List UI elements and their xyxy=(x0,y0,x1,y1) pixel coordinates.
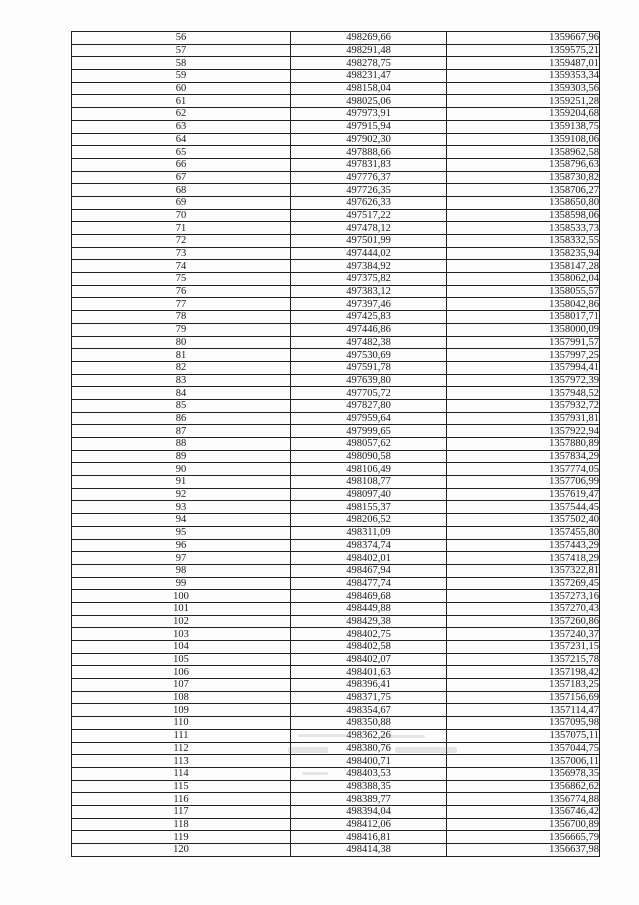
x-coordinate-cell: 498311,09 xyxy=(291,526,447,539)
y-coordinate-cell: 1357183,25 xyxy=(447,679,600,692)
x-coordinate-cell: 498206,52 xyxy=(291,514,447,527)
point-number-cell: 86 xyxy=(72,412,291,425)
point-number-cell: 102 xyxy=(72,615,291,628)
table-row xyxy=(72,120,600,133)
y-coordinate-cell: 1359353,34 xyxy=(447,70,600,83)
table-row xyxy=(72,285,600,298)
point-number-cell: 64 xyxy=(72,133,291,146)
y-coordinate-cell: 1357215,78 xyxy=(447,653,600,666)
scan-artifact xyxy=(380,735,425,738)
table-row xyxy=(72,552,600,565)
point-number-cell: 96 xyxy=(72,539,291,552)
x-coordinate-cell: 497726,35 xyxy=(291,184,447,197)
table-row xyxy=(72,374,600,387)
y-coordinate-cell: 1359487,01 xyxy=(447,57,600,70)
table-row xyxy=(72,755,600,768)
x-coordinate-cell: 498374,74 xyxy=(291,539,447,552)
y-coordinate-cell: 1357880,89 xyxy=(447,438,600,451)
y-coordinate-cell: 1357198,42 xyxy=(447,666,600,679)
x-coordinate-cell: 498278,75 xyxy=(291,57,447,70)
table-row xyxy=(72,805,600,818)
point-number-cell: 104 xyxy=(72,641,291,654)
y-coordinate-cell: 1357972,39 xyxy=(447,374,600,387)
y-coordinate-cell: 1358147,28 xyxy=(447,260,600,273)
point-number-cell: 110 xyxy=(72,717,291,730)
y-coordinate-cell: 1357502,40 xyxy=(447,514,600,527)
point-number-cell: 103 xyxy=(72,628,291,641)
y-coordinate-cell: 1356774,88 xyxy=(447,793,600,806)
table-row xyxy=(72,298,600,311)
point-number-cell: 62 xyxy=(72,108,291,121)
x-coordinate-cell: 497705,72 xyxy=(291,387,447,400)
y-coordinate-cell: 1359108,06 xyxy=(447,133,600,146)
y-coordinate-cell: 1356746,42 xyxy=(447,805,600,818)
x-coordinate-cell: 498400,71 xyxy=(291,755,447,768)
table-row xyxy=(72,209,600,222)
y-coordinate-cell: 1358000,09 xyxy=(447,323,600,336)
x-coordinate-cell: 498429,38 xyxy=(291,615,447,628)
table-row xyxy=(72,628,600,641)
table-row xyxy=(72,95,600,108)
y-coordinate-cell: 1357544,45 xyxy=(447,501,600,514)
point-number-cell: 68 xyxy=(72,184,291,197)
y-coordinate-cell: 1357231,15 xyxy=(447,641,600,654)
table-row xyxy=(72,780,600,793)
y-coordinate-cell: 1357932,72 xyxy=(447,399,600,412)
x-coordinate-cell: 497444,02 xyxy=(291,247,447,260)
y-coordinate-cell: 1357994,41 xyxy=(447,361,600,374)
table-row xyxy=(72,336,600,349)
table-row xyxy=(72,361,600,374)
point-number-cell: 66 xyxy=(72,158,291,171)
x-coordinate-cell: 498350,88 xyxy=(291,717,447,730)
point-number-cell: 99 xyxy=(72,577,291,590)
y-coordinate-cell: 1358598,06 xyxy=(447,209,600,222)
y-coordinate-cell: 1358042,86 xyxy=(447,298,600,311)
table-row xyxy=(72,323,600,336)
y-coordinate-cell: 1358017,71 xyxy=(447,311,600,324)
y-coordinate-cell: 1357273,16 xyxy=(447,590,600,603)
y-coordinate-cell: 1357948,52 xyxy=(447,387,600,400)
x-coordinate-cell: 498401,63 xyxy=(291,666,447,679)
y-coordinate-cell: 1358706,27 xyxy=(447,184,600,197)
point-number-cell: 117 xyxy=(72,805,291,818)
point-number-cell: 67 xyxy=(72,171,291,184)
y-coordinate-cell: 1358235,94 xyxy=(447,247,600,260)
x-coordinate-cell: 498158,04 xyxy=(291,82,447,95)
table-row xyxy=(72,564,600,577)
y-coordinate-cell: 1357114,47 xyxy=(447,704,600,717)
point-number-cell: 73 xyxy=(72,247,291,260)
y-coordinate-cell: 1357834,29 xyxy=(447,450,600,463)
y-coordinate-cell: 1357260,86 xyxy=(447,615,600,628)
x-coordinate-cell: 497827,80 xyxy=(291,399,447,412)
y-coordinate-cell: 1358062,04 xyxy=(447,273,600,286)
table-row xyxy=(72,311,600,324)
point-number-cell: 82 xyxy=(72,361,291,374)
x-coordinate-cell: 498371,75 xyxy=(291,691,447,704)
x-coordinate-cell: 497915,94 xyxy=(291,120,447,133)
point-number-cell: 116 xyxy=(72,793,291,806)
point-number-cell: 89 xyxy=(72,450,291,463)
y-coordinate-cell: 1358730,82 xyxy=(447,171,600,184)
point-number-cell: 61 xyxy=(72,95,291,108)
y-coordinate-cell: 1357443,29 xyxy=(447,539,600,552)
y-coordinate-cell: 1359303,56 xyxy=(447,82,600,95)
table-row xyxy=(72,602,600,615)
table-row xyxy=(72,590,600,603)
table-row xyxy=(72,539,600,552)
table-row xyxy=(72,742,600,755)
x-coordinate-cell: 497959,64 xyxy=(291,412,447,425)
table-row xyxy=(72,412,600,425)
x-coordinate-cell: 497776,37 xyxy=(291,171,447,184)
x-coordinate-cell: 497446,86 xyxy=(291,323,447,336)
x-coordinate-cell: 498380,76 xyxy=(291,742,447,755)
x-coordinate-cell: 498396,41 xyxy=(291,679,447,692)
point-number-cell: 56 xyxy=(72,32,291,45)
point-number-cell: 85 xyxy=(72,399,291,412)
point-number-cell: 93 xyxy=(72,501,291,514)
x-coordinate-cell: 498291,48 xyxy=(291,44,447,57)
x-coordinate-cell: 498057,62 xyxy=(291,438,447,451)
x-coordinate-cell: 498025,06 xyxy=(291,95,447,108)
point-number-cell: 115 xyxy=(72,780,291,793)
y-coordinate-cell: 1356700,89 xyxy=(447,818,600,831)
point-number-cell: 91 xyxy=(72,476,291,489)
table-row xyxy=(72,767,600,780)
y-coordinate-cell: 1357156,69 xyxy=(447,691,600,704)
x-coordinate-cell: 497530,69 xyxy=(291,349,447,362)
x-coordinate-cell: 498388,35 xyxy=(291,780,447,793)
x-coordinate-cell: 497639,80 xyxy=(291,374,447,387)
point-number-cell: 65 xyxy=(72,146,291,159)
point-number-cell: 119 xyxy=(72,831,291,844)
point-number-cell: 107 xyxy=(72,679,291,692)
point-number-cell: 78 xyxy=(72,311,291,324)
x-coordinate-cell: 498467,94 xyxy=(291,564,447,577)
scan-artifact xyxy=(298,734,346,737)
y-coordinate-cell: 1357269,45 xyxy=(447,577,600,590)
x-coordinate-cell: 497973,91 xyxy=(291,108,447,121)
table-row xyxy=(72,463,600,476)
x-coordinate-cell: 498106,49 xyxy=(291,463,447,476)
point-number-cell: 113 xyxy=(72,755,291,768)
table-row xyxy=(72,526,600,539)
table-row xyxy=(72,818,600,831)
y-coordinate-cell: 1358796,63 xyxy=(447,158,600,171)
y-coordinate-cell: 1356978,35 xyxy=(447,767,600,780)
table-row xyxy=(72,133,600,146)
x-coordinate-cell: 498269,66 xyxy=(291,32,447,45)
y-coordinate-cell: 1357075,11 xyxy=(447,729,600,742)
y-coordinate-cell: 1356665,79 xyxy=(447,831,600,844)
y-coordinate-cell: 1357270,43 xyxy=(447,602,600,615)
x-coordinate-cell: 497888,66 xyxy=(291,146,447,159)
point-number-cell: 58 xyxy=(72,57,291,70)
y-coordinate-cell: 1359575,21 xyxy=(447,44,600,57)
coordinates-table-body xyxy=(72,32,600,857)
table-row xyxy=(72,514,600,527)
table-row xyxy=(72,577,600,590)
x-coordinate-cell: 498155,37 xyxy=(291,501,447,514)
point-number-cell: 100 xyxy=(72,590,291,603)
point-number-cell: 109 xyxy=(72,704,291,717)
y-coordinate-cell: 1358332,55 xyxy=(447,235,600,248)
x-coordinate-cell: 498394,04 xyxy=(291,805,447,818)
table-row xyxy=(72,32,600,45)
y-coordinate-cell: 1357095,98 xyxy=(447,717,600,730)
y-coordinate-cell: 1356862,62 xyxy=(447,780,600,793)
table-row xyxy=(72,108,600,121)
table-row xyxy=(72,387,600,400)
table-row xyxy=(72,158,600,171)
point-number-cell: 63 xyxy=(72,120,291,133)
table-row xyxy=(72,146,600,159)
x-coordinate-cell: 497397,46 xyxy=(291,298,447,311)
x-coordinate-cell: 498414,38 xyxy=(291,844,447,857)
point-number-cell: 87 xyxy=(72,425,291,438)
table-row xyxy=(72,450,600,463)
point-number-cell: 101 xyxy=(72,602,291,615)
point-number-cell: 76 xyxy=(72,285,291,298)
point-number-cell: 60 xyxy=(72,82,291,95)
table-row xyxy=(72,653,600,666)
y-coordinate-cell: 1357774,05 xyxy=(447,463,600,476)
table-row xyxy=(72,273,600,286)
point-number-cell: 98 xyxy=(72,564,291,577)
table-row xyxy=(72,260,600,273)
point-number-cell: 59 xyxy=(72,70,291,83)
x-coordinate-cell: 498097,40 xyxy=(291,488,447,501)
x-coordinate-cell: 497501,99 xyxy=(291,235,447,248)
x-coordinate-cell: 497902,30 xyxy=(291,133,447,146)
point-number-cell: 84 xyxy=(72,387,291,400)
y-coordinate-cell: 1357418,29 xyxy=(447,552,600,565)
point-number-cell: 97 xyxy=(72,552,291,565)
x-coordinate-cell: 498403,53 xyxy=(291,767,447,780)
y-coordinate-cell: 1358962,58 xyxy=(447,146,600,159)
table-row xyxy=(72,844,600,857)
point-number-cell: 69 xyxy=(72,196,291,209)
y-coordinate-cell: 1359251,28 xyxy=(447,95,600,108)
x-coordinate-cell: 497425,83 xyxy=(291,311,447,324)
x-coordinate-cell: 497384,92 xyxy=(291,260,447,273)
y-coordinate-cell: 1357006,11 xyxy=(447,755,600,768)
point-number-cell: 95 xyxy=(72,526,291,539)
y-coordinate-cell: 1359667,96 xyxy=(447,32,600,45)
table-row xyxy=(72,438,600,451)
table-row xyxy=(72,57,600,70)
point-number-cell: 71 xyxy=(72,222,291,235)
point-number-cell: 92 xyxy=(72,488,291,501)
point-number-cell: 118 xyxy=(72,818,291,831)
scan-artifact xyxy=(302,772,328,775)
y-coordinate-cell: 1357931,81 xyxy=(447,412,600,425)
x-coordinate-cell: 498449,88 xyxy=(291,602,447,615)
table-row xyxy=(72,641,600,654)
y-coordinate-cell: 1357240,37 xyxy=(447,628,600,641)
point-number-cell: 75 xyxy=(72,273,291,286)
x-coordinate-cell: 498402,07 xyxy=(291,653,447,666)
x-coordinate-cell: 498416,81 xyxy=(291,831,447,844)
y-coordinate-cell: 1358055,57 xyxy=(447,285,600,298)
point-number-cell: 108 xyxy=(72,691,291,704)
point-number-cell: 83 xyxy=(72,374,291,387)
table-row xyxy=(72,476,600,489)
y-coordinate-cell: 1357455,80 xyxy=(447,526,600,539)
table-row xyxy=(72,615,600,628)
x-coordinate-cell: 497383,12 xyxy=(291,285,447,298)
x-coordinate-cell: 497831,83 xyxy=(291,158,447,171)
x-coordinate-cell: 498402,58 xyxy=(291,641,447,654)
point-number-cell: 70 xyxy=(72,209,291,222)
table-row xyxy=(72,44,600,57)
table-row xyxy=(72,184,600,197)
point-number-cell: 81 xyxy=(72,349,291,362)
table-row xyxy=(72,235,600,248)
table-row xyxy=(72,679,600,692)
point-number-cell: 74 xyxy=(72,260,291,273)
point-number-cell: 72 xyxy=(72,235,291,248)
y-coordinate-cell: 1358533,73 xyxy=(447,222,600,235)
x-coordinate-cell: 498354,67 xyxy=(291,704,447,717)
point-number-cell: 94 xyxy=(72,514,291,527)
point-number-cell: 88 xyxy=(72,438,291,451)
x-coordinate-cell: 497591,78 xyxy=(291,361,447,374)
x-coordinate-cell: 498412,06 xyxy=(291,818,447,831)
y-coordinate-cell: 1359204,68 xyxy=(447,108,600,121)
table-row xyxy=(72,425,600,438)
table-row xyxy=(72,70,600,83)
point-number-cell: 105 xyxy=(72,653,291,666)
coordinates-table xyxy=(71,31,600,857)
scan-artifact xyxy=(288,747,328,753)
y-coordinate-cell: 1357619,47 xyxy=(447,488,600,501)
table-row xyxy=(72,399,600,412)
point-number-cell: 79 xyxy=(72,323,291,336)
table-row xyxy=(72,831,600,844)
x-coordinate-cell: 497517,22 xyxy=(291,209,447,222)
point-number-cell: 90 xyxy=(72,463,291,476)
table-row xyxy=(72,717,600,730)
x-coordinate-cell: 498469,68 xyxy=(291,590,447,603)
x-coordinate-cell: 498389,77 xyxy=(291,793,447,806)
x-coordinate-cell: 497482,38 xyxy=(291,336,447,349)
y-coordinate-cell: 1358650,80 xyxy=(447,196,600,209)
table-row xyxy=(72,793,600,806)
x-coordinate-cell: 498231,47 xyxy=(291,70,447,83)
point-number-cell: 120 xyxy=(72,844,291,857)
point-number-cell: 77 xyxy=(72,298,291,311)
table-row xyxy=(72,247,600,260)
y-coordinate-cell: 1356637,98 xyxy=(447,844,600,857)
table-row xyxy=(72,704,600,717)
x-coordinate-cell: 498477,74 xyxy=(291,577,447,590)
x-coordinate-cell: 498108,77 xyxy=(291,476,447,489)
scan-artifact xyxy=(395,747,457,753)
y-coordinate-cell: 1357991,57 xyxy=(447,336,600,349)
point-number-cell: 112 xyxy=(72,742,291,755)
table-row xyxy=(72,82,600,95)
table-row xyxy=(72,666,600,679)
y-coordinate-cell: 1357044,75 xyxy=(447,742,600,755)
x-coordinate-cell: 498362,26 xyxy=(291,729,447,742)
table-row xyxy=(72,501,600,514)
table-row xyxy=(72,196,600,209)
point-number-cell: 111 xyxy=(72,729,291,742)
x-coordinate-cell: 498402,01 xyxy=(291,552,447,565)
table-row xyxy=(72,222,600,235)
table-row xyxy=(72,349,600,362)
y-coordinate-cell: 1357997,25 xyxy=(447,349,600,362)
x-coordinate-cell: 497375,82 xyxy=(291,273,447,286)
point-number-cell: 80 xyxy=(72,336,291,349)
y-coordinate-cell: 1357922,94 xyxy=(447,425,600,438)
y-coordinate-cell: 1357706,99 xyxy=(447,476,600,489)
point-number-cell: 57 xyxy=(72,44,291,57)
point-number-cell: 106 xyxy=(72,666,291,679)
x-coordinate-cell: 497999,65 xyxy=(291,425,447,438)
point-number-cell: 114 xyxy=(72,767,291,780)
x-coordinate-cell: 497478,12 xyxy=(291,222,447,235)
x-coordinate-cell: 498402,75 xyxy=(291,628,447,641)
table-row xyxy=(72,488,600,501)
y-coordinate-cell: 1357322,81 xyxy=(447,564,600,577)
y-coordinate-cell: 1359138,75 xyxy=(447,120,600,133)
table-row xyxy=(72,691,600,704)
table-row xyxy=(72,171,600,184)
x-coordinate-cell: 498090,58 xyxy=(291,450,447,463)
x-coordinate-cell: 497626,33 xyxy=(291,196,447,209)
